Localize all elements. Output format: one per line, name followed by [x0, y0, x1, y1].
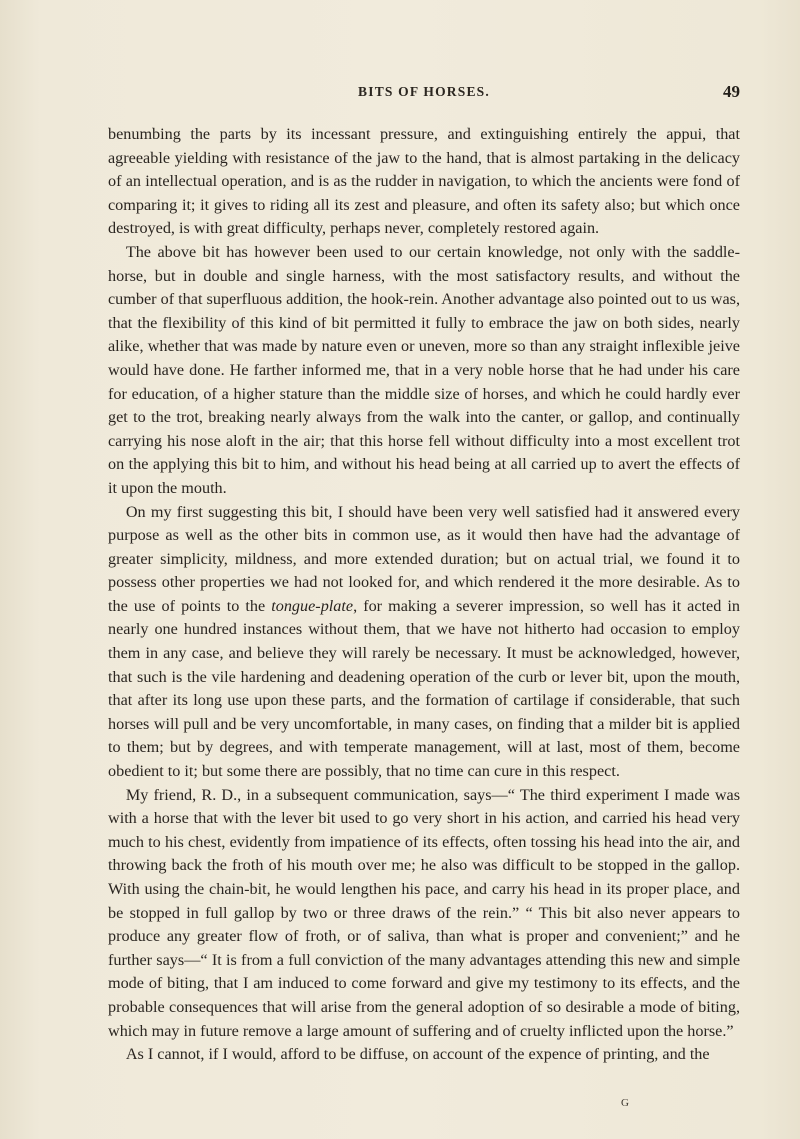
page-header: [108, 84, 740, 106]
paragraph-3-text-before: On my first suggesting this bit, I should have been very well satisfied had it answered every purpose as well as the other bits in common use, as it would then have had the advantage of greater simplicity, mildness, and more extended duration; but on actual trial, we found it to possess other properties we had not looked for, and which rendered it the more desirable. As to the use of points to the: [108, 502, 740, 615]
page-number: 49: [723, 82, 740, 101]
paragraph-3-italic-term: tongue-plate: [271, 596, 354, 615]
paragraph-5: As I cannot, if I would, afford to be diffuse, on account of the expence of printing, and the: [125, 1045, 710, 1064]
body-text: [108, 123, 740, 1067]
paragraph-3-text-after: , for making a severer impression, so well has it acted in nearly one hundred instances without them, that we have not hitherto had occasion to employ them in any case, and believe they will rarely be necessary. It must be acknowledged, however, that such is the vile hardening and deadening operation of the curb or lever bit, upon the mouth, that after its long use upon these parts, and the formation of cartilage if considerable, that such horses will pull and be very uncomfortable, in many cases, on finding that a milder bit is applied to them; but by degrees, and with temperate management, will at last, most of them, become obedient to it; but some there are possibly, that no time can cure in this respect.: [108, 596, 740, 781]
paragraph-3: [108, 501, 740, 784]
signature-mark: G: [621, 1097, 630, 1109]
paragraph-2: The above bit has however been used to our certain knowledge, not only with the saddle-horse, but in double and single harness, with the most satisfactory results, and without the cumber of that superfluous addition, the hook-rein. Another advantage also pointed out to us was, that the flexibility of this kind of bit permitted it fully to embrace the jaw on both sides, nearly alike, whether that was made by nature even or uneven, more so than any straight inflexible jeive would have done. He farther informed me, that in a very noble horse that he had under his care for education, of a higher stature than the middle size of horses, and which he could hardly ever get to the trot, breaking nearly always from the walk into the canter, or gallop, and continually carrying his nose aloft in the air; that this horse fell without difficulty into a most excellent trot on the applying this bit to him, and without his head being at all carried up to avert the effects of it upon the mouth.: [108, 242, 740, 497]
running-head: BITS OF HORSES.: [358, 84, 490, 99]
paragraph-1: benumbing the parts by its incessant pressure, and extinguishing entirely the appui, that agreeable yielding with resistance of the jaw to the hand, that is almost partaking in the delicacy of an intellectual operation, and is as the rudder in navigation, to which the ancients were fond of comparing it; it gives to riding all its zest and pleasure, and often its safety also; but which once destroyed, is with great difficulty, perhaps never, completely restored again.: [108, 125, 740, 238]
paragraph-4: My friend, R. D., in a subsequent communication, says—“ The third experiment I made was with a horse that with the lever bit used to go very short in his action, and carried his head very much to his chest, evidently from impatience of its effects, often tossing his head into the air, and throwing back the froth of his mouth over me; he also was difficult to be stopped in the gallop. With using the chain-bit, he would lengthen his pace, and carry his head in its proper place, and be stopped in full gallop by two or three draws of the rein.” “ This bit also never appears to produce any greater flow of froth, or of saliva, than what is proper and convenient;” and he further says—“ It is from a full conviction of the many advantages attending this new and simple mode of biting, that I am induced to come forward and give my testimony to its effects, and the probable consequences that will arise from the general adoption of so desirable a mode of biting, which may in future remove a large amount of suffering and of cruelty inflicted upon the horse.”: [108, 785, 740, 1040]
